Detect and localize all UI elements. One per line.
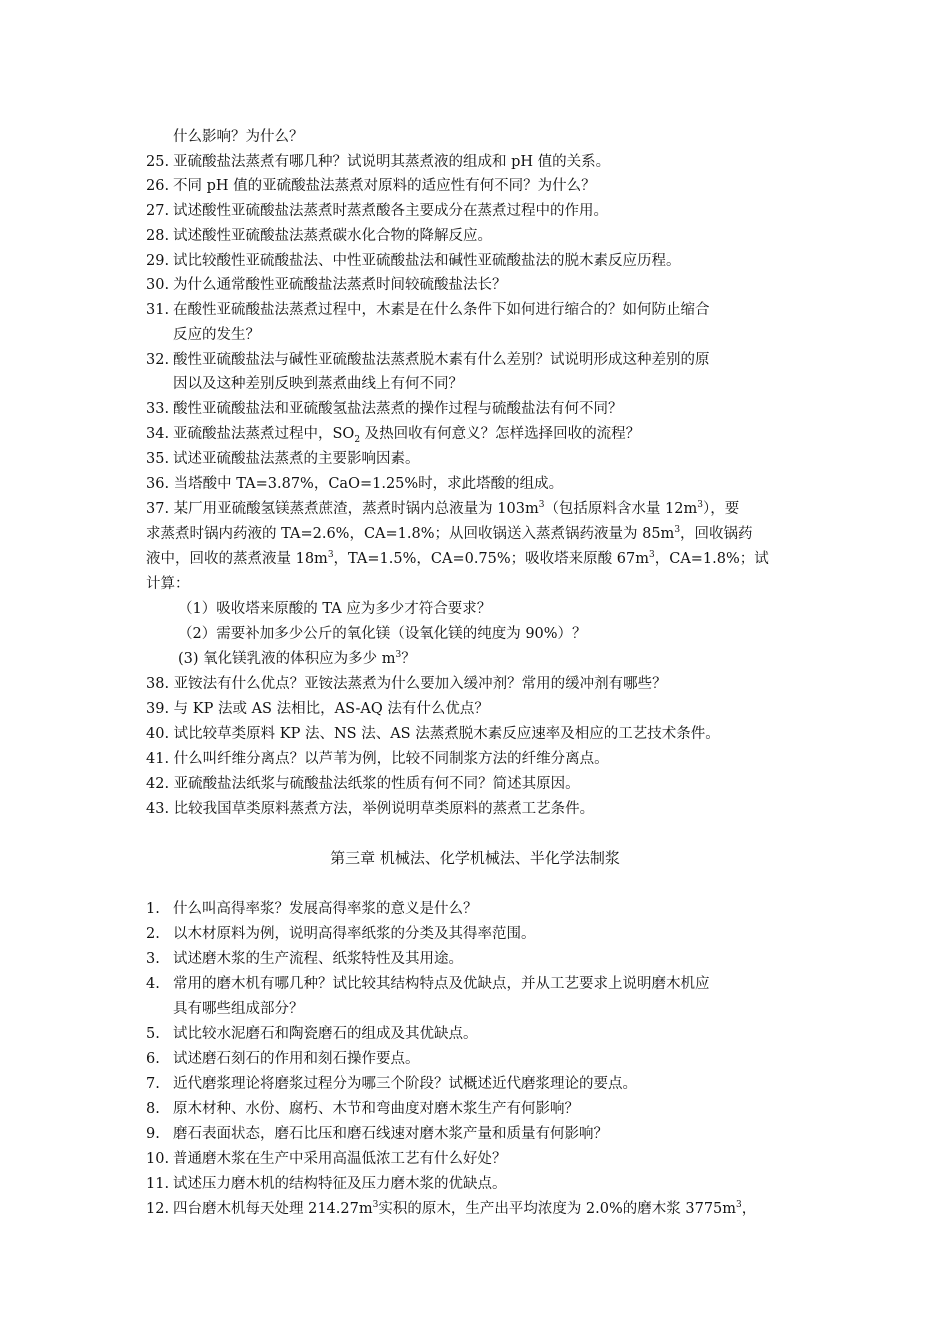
list-item: 因以及这种差别反映到蒸煮曲线上有何不同？ bbox=[173, 376, 463, 392]
list-item: 27. 试述酸性亚硫酸盐法蒸煮时蒸煮酸各主要成分在蒸煮过程中的作用。 bbox=[146, 203, 608, 219]
list-item: 38. 亚铵法有什么优点？亚铵法蒸煮为什么要加入缓冲剂？常用的缓冲剂有哪些？ bbox=[146, 676, 667, 692]
list-item: 反应的发生？ bbox=[173, 327, 260, 343]
list-item: 5. 试比较水泥磨石和陶瓷磨石的组成及其优缺点。 bbox=[146, 1026, 478, 1042]
paragraph-line: 计算： bbox=[146, 576, 190, 592]
list-item: 39. 与 KP 法或 AS 法相比，AS-AQ 法有什么优点？ bbox=[146, 701, 489, 717]
list-item: 43. 比较我国草类原料蒸煮方法，举例说明草类原料的蒸煮工艺条件。 bbox=[146, 801, 595, 817]
list-item: 25. 亚硫酸盐法蒸煮有哪几种？试说明其蒸煮液的组成和 pH 值的关系。 bbox=[146, 154, 611, 170]
list-item: 41. 什么叫纤维分离点？以芦苇为例，比较不同制浆方法的纤维分离点。 bbox=[146, 751, 609, 767]
list-item: 2. 以木材原料为例，说明高得率纸浆的分类及其得率范围。 bbox=[146, 926, 536, 942]
list-item: 34. 亚硫酸盐法蒸煮过程中，$SO_2$ 及热回收有何意义？怎样选择回收的流程？ bbox=[146, 426, 641, 445]
list-item: 具有哪些组成部分？ bbox=[173, 1001, 304, 1017]
list-item: 7. 近代磨浆理论将磨浆过程分为哪三个阶段？试概述近代磨浆理论的要点。 bbox=[146, 1076, 637, 1092]
list-item: 35. 试述亚硫酸盐法蒸煮的主要影响因素。 bbox=[146, 451, 420, 467]
paragraph-line: 37. 某厂用亚硫酸氢镁蒸煮蔗渣，蒸煮时锅内总液量为 $103m^3$（包括原料含水量 $12m^3$），要 bbox=[146, 500, 740, 517]
list-item: 3. 试述磨木浆的生产流程、纸浆特性及其用途。 bbox=[146, 951, 463, 967]
list-item: 4. 常用的磨木机有哪几种？试比较其结构特点及优缺点，并从工艺要求上说明磨木机应 bbox=[146, 976, 710, 992]
list-item: 32. 酸性亚硫酸盐法与碱性亚硫酸盐法蒸煮脱木素有什么差别？试说明形成这种差别的原 bbox=[146, 352, 710, 368]
paragraph-line: 液中，回收的蒸煮液量 $18m^3$，TA=1.5%，CA=0.75%；吸收塔来原酸 $67m^3$，CA=1.8%；试 bbox=[146, 550, 769, 567]
list-item: 26. 不同 pH 值的亚硫酸盐法蒸煮对原料的适应性有何不同？为什么？ bbox=[146, 178, 596, 194]
list-item: 30. 为什么通常酸性亚硫酸盐法蒸煮时间较硫酸盐法长？ bbox=[146, 277, 507, 293]
list-item: 31. 在酸性亚硫酸盐法蒸煮过程中，木素是在什么条件下如何进行缩合的？如何防止缩合 bbox=[146, 302, 710, 318]
list-item: 1. 什么叫高得率浆？发展高得率浆的意义是什么？ bbox=[146, 901, 478, 917]
list-item: 28. 试述酸性亚硫酸盐法蒸煮碳水化合物的降解反应。 bbox=[146, 228, 492, 244]
list-item: 6. 试述磨石刻石的作用和刻石操作要点。 bbox=[146, 1051, 420, 1067]
list-item: 33. 酸性亚硫酸盐法和亚硫酸氢盐法蒸煮的操作过程与硫酸盐法有何不同？ bbox=[146, 401, 623, 417]
sub-item: （2）需要补加多少公斤的氧化镁（设氧化镁的纯度为 90%）？ bbox=[178, 626, 587, 642]
list-item: 9. 磨石表面状态，磨石比压和磨石线速对磨木浆产量和质量有何影响？ bbox=[146, 1126, 608, 1142]
list-item: 29. 试比较酸性亚硫酸盐法、中性亚硫酸盐法和碱性亚硫酸盐法的脱木素反应历程。 bbox=[146, 253, 681, 269]
list-item: 什么影响？为什么？ bbox=[173, 129, 304, 145]
list-item: 12. 四台磨木机每天处理 $214.27m^3$实积的原木，生产出平均浓度为 2.0%的磨木浆 $3775m^3$， bbox=[146, 1200, 757, 1217]
list-item: 8. 原木材种、水份、腐朽、木节和弯曲度对磨木浆生产有何影响？ bbox=[146, 1101, 579, 1117]
list-item: 40. 试比较草类原料 KP 法、NS 法、AS 法蒸煮脱木素反应速率及相应的工艺技术条件。 bbox=[146, 726, 720, 742]
list-item: 36. 当塔酸中 TA=3.87%，CaO=1.25%时，求此塔酸的组成。 bbox=[146, 476, 564, 492]
list-item: 11. 试述压力磨木机的结构特征及压力磨木浆的优缺点。 bbox=[146, 1176, 507, 1192]
list-item: 10. 普通磨木浆在生产中采用高温低浓工艺有什么好处？ bbox=[146, 1151, 507, 1167]
paragraph-line: 求蒸煮时锅内药液的 TA=2.6%，CA=1.8%；从回收锅送入蒸煮锅药液量为 $85m^3$，回收锅药 bbox=[146, 525, 753, 542]
sub-item: （1）吸收塔来原酸的 TA 应为多少才符合要求？ bbox=[178, 601, 492, 617]
sub-item: (3) 氧化镁乳液的体积应为多少 $m^3$？ bbox=[178, 650, 416, 667]
list-item: 42. 亚硫酸盐法纸浆与硫酸盐法纸浆的性质有何不同？简述其原因。 bbox=[146, 776, 580, 792]
chapter-heading: 第三章 机械法、化学机械法、半化学法制浆 bbox=[330, 849, 620, 867]
